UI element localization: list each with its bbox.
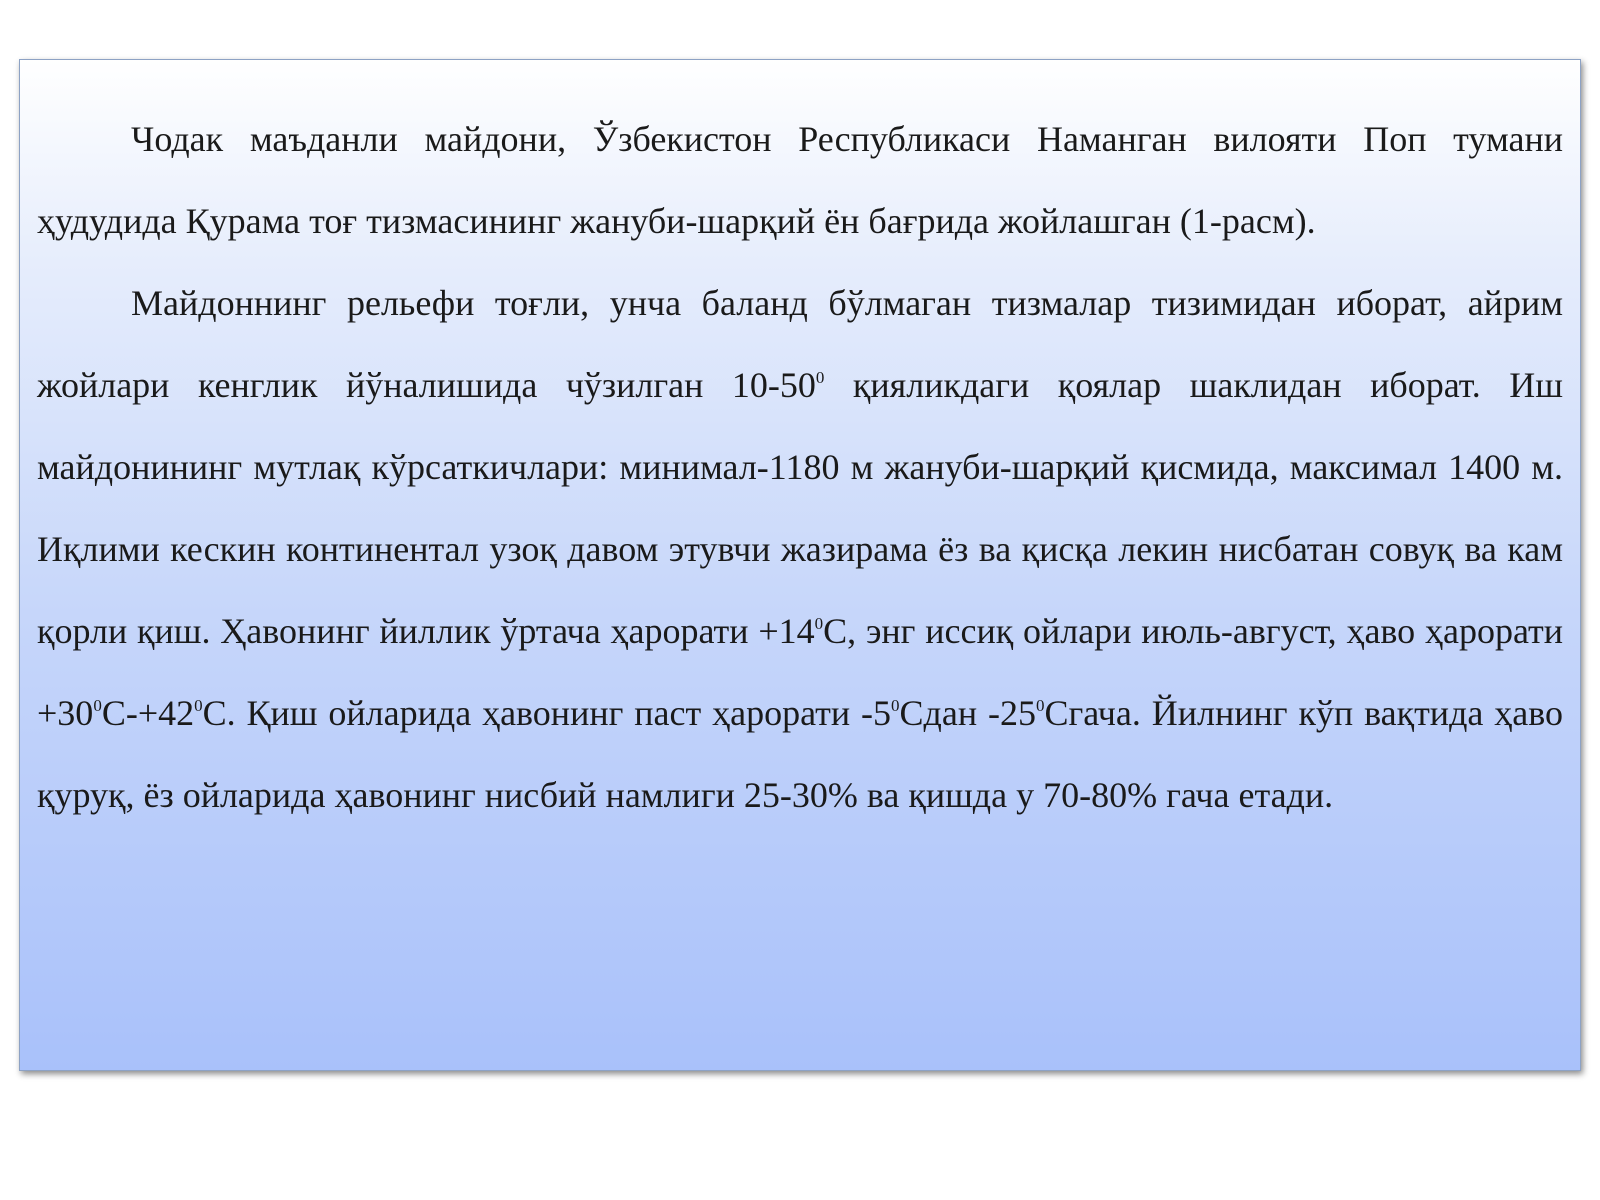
text-segment: қияликдаги қоялар шаклидан иборат. Иш майдонининг мутлақ кўрсаткичлари: минимал-1180 м жануби-шарқий қисмида, максимал 1400 м. Иқлими кескин континентал узоқ давом этувчи жазирама ёз ва қисқа лекин нисбатан совуқ ва кам қорли қиш. Ҳавонинг йиллик ўртача ҳарорати +14	[37, 365, 1563, 651]
text-segment: Сдан -25	[899, 693, 1036, 733]
paragraph-location	[37, 98, 1563, 262]
text-segment: Майдоннинг рельефи тоғли, унча баланд бўлмаган тизмалар тизимидан иборат, айрим жойлари кенглик йўналишида чўзилган 10-50	[37, 283, 1563, 405]
degree-superscript: 0	[1035, 696, 1045, 715]
degree-superscript: 0	[93, 696, 102, 715]
slide-text-box	[19, 59, 1581, 1071]
degree-superscript: 0	[814, 614, 824, 633]
text-segment: Сгача. Йилнинг кўп вақтида ҳаво қуруқ, ёз ойларида ҳавонинг нисбий намлиги 25-30% ва қишда у 70-80% гача етади.	[37, 693, 1563, 815]
text-segment: С. Қиш ойларида ҳавонинг паст ҳарорати -5	[202, 693, 892, 733]
degree-superscript: 0	[891, 696, 900, 715]
paragraph-relief-climate	[37, 262, 1563, 836]
degree-superscript: 0	[815, 368, 825, 387]
text-segment: С, энг иссиқ ойлари июль-август, ҳаво ҳарорати +30	[37, 611, 1563, 733]
text-segment: С-+42	[101, 693, 195, 733]
degree-superscript: 0	[194, 696, 203, 715]
paragraph-1-text: Чодак маъданли майдони, Ўзбекистон Республикаси Наманган вилояти Поп тумани ҳудудида Қурама тоғ тизмасининг жануби-шарқий ён бағрида жойлашган (1-расм).	[37, 119, 1563, 241]
